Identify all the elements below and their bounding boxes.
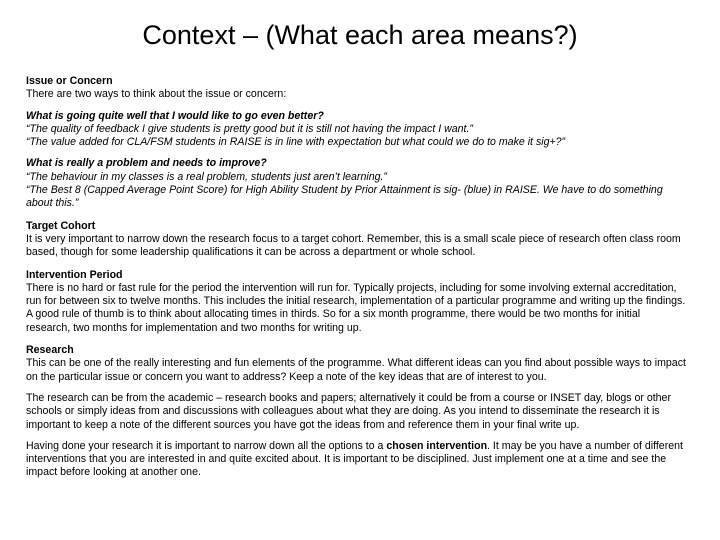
issue-question-1: What is going quite well that I would like to go even better? <box>26 109 324 122</box>
intervention-period-heading: Intervention Period <box>26 268 123 281</box>
page-title: Context – (What each area means?) <box>142 20 578 50</box>
research-section <box>26 344 686 480</box>
chosen-intervention-emphasis: chosen intervention <box>386 439 488 452</box>
issue-quote: “The Best 8 (Capped Average Point Score) for High Ability Student by Prior Attainment is sig- (blue) in RAISE. We have to do something about this.” <box>26 184 663 210</box>
research-text-2: The research can be from the academic – research books and papers; alternatively it could be from a course or INSET day, blogs or other schools or simply ideas from and discussions with colleagues about what they are doing. As you intend to disseminate the research it is important to keep a note of the different sources you have got the ideas from and reference them in your final write up. <box>26 391 671 431</box>
research-text-3-after: . It may be you have a number of different interventions that you are interested in and quite excited about. It is important to be disciplined. Just implement one at a time and see the impact before looking at another one. <box>26 439 683 479</box>
content-body <box>26 75 686 489</box>
issue-question-2: What is really a problem and needs to improve? <box>26 157 267 170</box>
research-text-3-before: Having done your research it is important to narrow down all the options to a <box>26 439 384 452</box>
intervention-period-section <box>26 269 686 335</box>
target-cohort-text: It is very important to narrow down the research focus to a target cohort. Remember, this is a small scale piece of research often class room based, though for some leadership qualifications it can be across a department or whole school. <box>26 232 681 259</box>
research-text-3 <box>26 440 686 480</box>
target-cohort-heading: Target Cohort <box>26 219 96 232</box>
intervention-period-text: There is no hard or fast rule for the period the intervention will run for. Typically projects, including for some involving external accreditation, run for between six to twelve months. This includes the initial research, implementation of a particular programme and writing up the findings. A good rule of thumb is to think about allocating times in thirds. So for a six month programme, there would be two months for initial research, two months for implementation and two months for writing up. <box>26 281 686 334</box>
research-text-1: This can be one of the really interesting and fun elements of the programme. What different ideas can you find about possible ways to impact on the particular issue or concern you want to address? Keep a note of the key ideas that are of interest to you. <box>26 357 686 383</box>
issue-section <box>26 75 686 211</box>
issue-quote: “The behaviour in my classes is a real problem, students just aren’t learning.” <box>26 170 387 183</box>
issue-quote: “The quality of feedback I give students is pretty good but it is still not having the impact I want.” <box>26 122 473 135</box>
issue-quote: “The value added for CLA/FSM students in RAISE is in line with expectation but what could we do to make it sig+?” <box>26 136 566 149</box>
target-cohort-section <box>26 220 686 260</box>
research-heading: Research <box>26 344 74 357</box>
issue-intro: There are two ways to think about the issue or concern: <box>26 88 287 101</box>
issue-heading: Issue or Concern <box>26 75 113 87</box>
